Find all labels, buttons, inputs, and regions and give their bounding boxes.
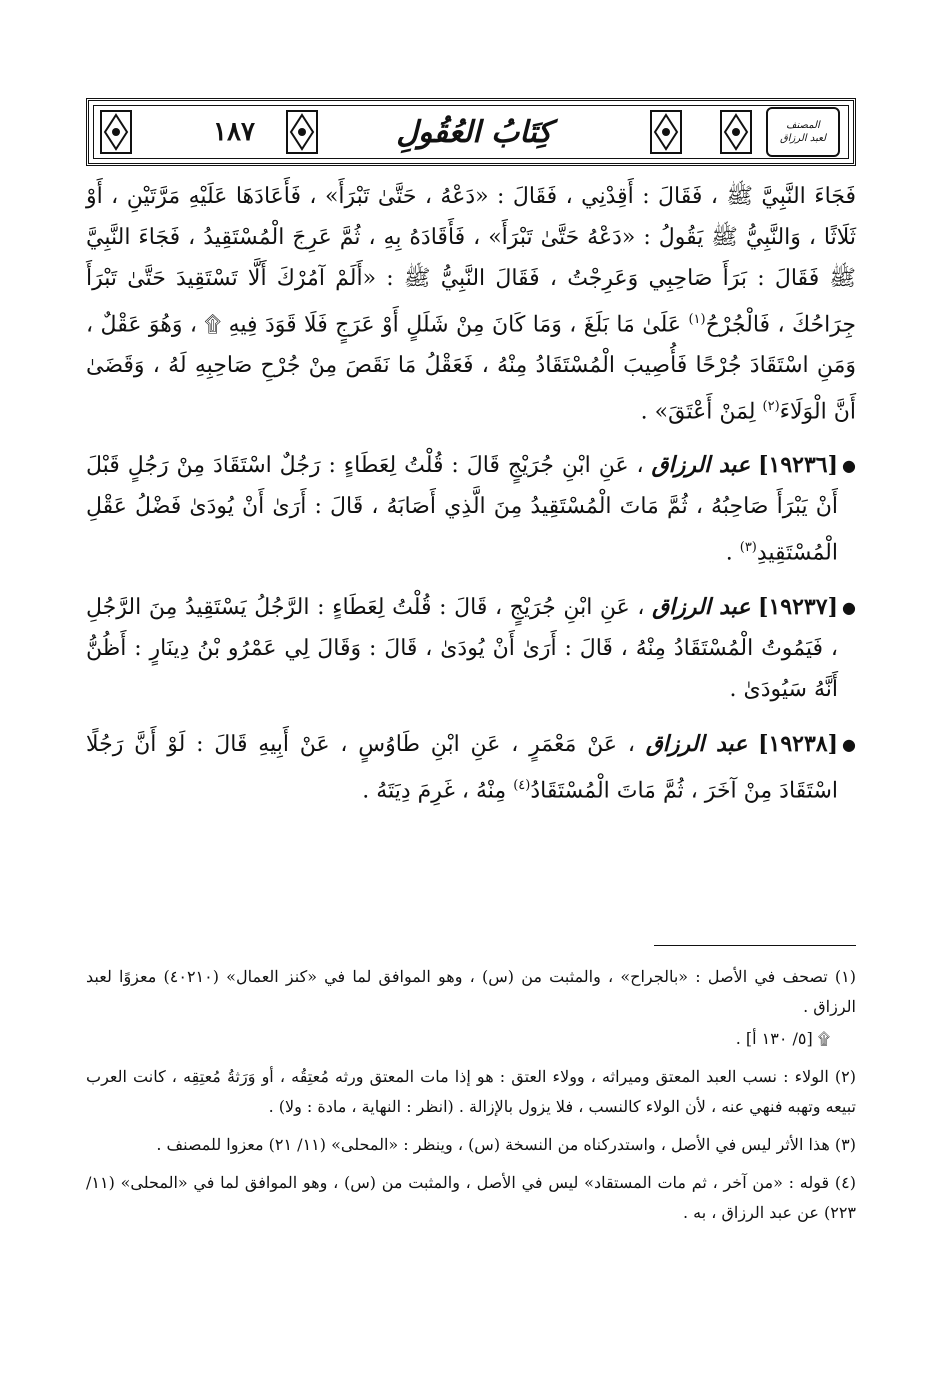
entry-author: عبد الرزاق (651, 451, 751, 478)
seal-emblem (766, 107, 840, 157)
ornament-icon (719, 109, 753, 155)
entry-number: [١٩٢٣٧] (758, 593, 838, 620)
footnote: (٤) قوله : «من آخر ، ثم مات المستقاد» ليس في الأصل ، والمثبت من (س) ، وهو الموافق لما في «المحلى» (١١/ ٢٢٣) عن عبد الرزاق ، به . (86, 1173, 856, 1222)
ornament-icon (649, 109, 683, 155)
entry-number: [١٩٢٣٦] (758, 451, 839, 478)
footnote-ref: (١) (688, 312, 706, 327)
hadith-entry: ● [١٩٢٣٨] عبد الرزاق ، عَنْ مَعْمَرٍ ، عَنِ ابْنِ طَاوُسٍ ، عَنْ أَبِيهِ قَالَ : لَوْ أَنَّ رَجُلًا اسْتَقَادَ مِنْ آخَرَ ، ثُمَّ مَاتَ الْمُسْتَقَادُ$^{(٤)}$ مِنْهُ ، غَرِمَ دِيَتَهُ . (86, 724, 856, 811)
hadith-entry: ● [١٩٢٣٦] عبد الرزاق ، عَنِ ابْنِ جُرَيْجٍ قَالَ : قُلْتُ لِعَطَاءٍ : رَجُلٌ اسْتَقَادَ مِنْ رَجُلٍ قَبْلَ أَنْ يَبْرَأَ صَاحِبُهُ ، ثُمَّ مَاتَ الْمُسْتَقِيدُ مِنَ الَّذِي أَصَابَهُ ، قَالَ : أَرَىٰ أَنْ يُودَىٰ فَضْلُ عَقْلِ الْمُسْتَقِيدِ$^{(٣)}$ . (86, 445, 856, 573)
ornament-icon (99, 109, 133, 155)
footnote-divider (654, 945, 856, 946)
page-header (86, 98, 856, 166)
seal-text-top: المصنف (786, 120, 820, 131)
chapter-title: كِتَابُ العُقُولِ (396, 114, 552, 150)
footnotes (86, 962, 856, 1236)
footnote: (٣) هذا الأثر ليس في الأصل ، واستدركناه من النسخة (س) ، وينظر : «المحلى» (١١/ ٢١) معزوا للمصنف . (156, 1135, 856, 1154)
seal-text-bottom: لعبد الرزاق (779, 133, 827, 144)
footnote-folio: ۩ [٥/ ١٣٠ أ] . (735, 1029, 830, 1048)
entry-author: عبد الرزاق (645, 730, 748, 757)
book-seal (765, 107, 841, 157)
intro-paragraph: فَجَاءَ النَّبِيَّ ﷺ ، فَقَالَ : أَقِدْنِي ، فَقَالَ : «دَعْهُ ، حَتَّىٰ تَبْرَأَ» ، فَأَعَادَهَا عَلَيْهِ مَرَّتَيْنِ ، أَوْ ثَلَاثًا ، وَالنَّبِيُّ ﷺ يَقُولُ : «دَعْهُ حَتَّىٰ تَبْرَأَ» ، فَأَقَادَهُ بِهِ ، ثُمَّ عَرِجَ الْمُسْتَقِيدُ ، فَجَاءَ النَّبِيَّ ﷺ فَقَالَ : بَرَأَ صَاحِبِي وَعَرِجْتُ ، فَقَالَ النَّبِيُّ ﷺ : «أَلَمْ آمُرْكَ أَلَّا تَسْتَقِيدَ حَتَّىٰ تَبْرَأَ جِرَاحُكَ ، فَالْجُرْحُ$^{(١)}$ عَلَىٰ مَا بَلَغَ ، وَمَا كَانَ مِنْ شَلَلٍ أَوْ عَرَجٍ فَلَا قَوَدَ فِيهِ ۩ ، وَهُوَ عَقْلٌ ، وَمَنِ اسْتَقَادَ جُرْحًا فَأُصِيبَ الْمُسْتَقَادُ مِنْهُ ، فَعَقْلُ مَا نَقَصَ مِنْ جُرْحِ صَاحِبِهِ لَهُ ، وَقَضَىٰ أَنَّ الْوَلَاءَ$^{(٢)}$ لِمَنْ أَعْتَقَ» . (86, 184, 857, 425)
footnote-ref: (٤) (513, 777, 531, 793)
entry-number: [١٩٢٣٨] (758, 730, 839, 757)
ornament-icon (285, 109, 319, 155)
bullet-icon: ● (842, 734, 856, 754)
footnote: (٢) الولاء : نسب العبد المعتق وميراثه ، وولاء العتق : هو إذا مات المعتق ورثه مُعتِقُه ، أو وَرَثةُ مُعتِقِه ، كانت العرب تبيعه وتهبه فنهي عنه ، لأن الولاء كالنسب ، فلا يزول بالإزالة . (انظر : النهاية ، مادة : ولا) . (86, 1067, 856, 1116)
bullet-icon: ● (842, 455, 856, 475)
hadith-entry: ● [١٩٢٣٧] عبد الرزاق ، عَنِ ابْنِ جُرَيْجٍ ، قَالَ : قُلْتُ لِعَطَاءٍ : الرَّجُلُ يَسْتَقِيدُ مِنَ الرَّجُلِ ، فَيَمُوتُ الْمُسْتَقَادُ مِنْهُ ، قَالَ : أَرَىٰ أَنْ يُودَىٰ ، قَالَ : وَقَالَ لِي عَمْرُو بْنُ دِينَارٍ : أَظُنُّ أَنَّهُ سَيُودَىٰ . (86, 587, 856, 710)
footnote-ref: (٢) (762, 399, 780, 415)
footnote: (١) تصحف في الأصل : «بالجراح» ، والمثبت من (س) ، وهو الموافق لما في «كنز العمال» (٤٠٢١٠) معزوًا لعبد الرزاق . (86, 967, 857, 1016)
entry-author: عبد الرزاق (652, 593, 751, 620)
footnote-ref: (٣) (739, 539, 757, 555)
page-number: ١٨٧ (213, 117, 255, 147)
bullet-icon: ● (842, 597, 856, 617)
main-text (86, 176, 856, 825)
